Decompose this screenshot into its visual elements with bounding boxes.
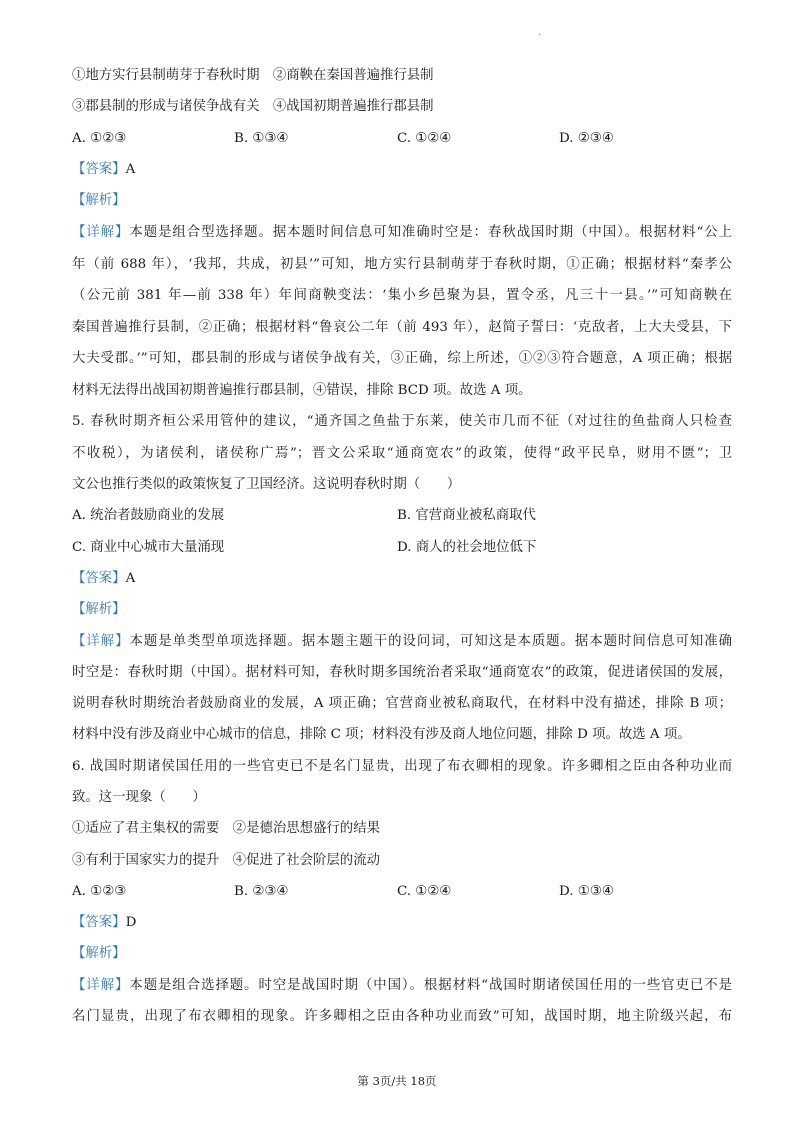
- q5-answer: [72, 569, 732, 589]
- q6-detail-line-1: [72, 976, 732, 996]
- q4-option-a: A. ①②③: [72, 131, 127, 146]
- q6-option-c: C. ①②④: [397, 884, 452, 899]
- answer-value: D: [125, 915, 137, 930]
- q6-option-a: A. ①②③: [72, 884, 127, 899]
- q6-stem-line-1: 6. 战国时期诸侯国任用的一些官吏已不是名门显贵，出现了布衣卿相的现象。许多卿相之臣由各种功业而: [72, 759, 732, 774]
- answer-tag: 【答案】: [72, 571, 126, 586]
- top-mark: ·: [538, 30, 542, 41]
- q6-analysis-tag: 【解析】: [72, 946, 126, 961]
- q5-option-b: B. 官营商业被私商取代: [397, 508, 536, 523]
- q6-option-d: D. ①③④: [559, 884, 614, 899]
- answer-tag: 【答案】: [72, 162, 126, 177]
- q4-detail-line-5: 大夫受郡。’”可知，郡县制的形成与诸侯争战有关，③正确，综上所述，①②③符合题意，A 项正确；根据: [72, 351, 732, 366]
- q6-choice-line-2: ③有利于国家实力的提升 ④促进了社会阶层的流动: [72, 853, 380, 868]
- q5-option-a: A. 统治者鼓励商业的发展: [72, 508, 225, 523]
- q6-option-b: B. ②③④: [234, 884, 289, 899]
- detail-tag: 【详解】: [72, 978, 130, 993]
- q4-option-d: D. ②③④: [559, 131, 614, 146]
- detail-text: 本题是组合型选择题。据本题时间信息可知准确时空是：春秋战国时期（中国）。根据材料“公上: [129, 225, 732, 240]
- q5-detail-line-2: 时空是：春秋时期（中国）。据材料可知，春秋时期多国统治者采取“通商宽农”的政策，促进诸侯国的发展，: [72, 665, 732, 680]
- q5-stem-line-1: 5. 春秋时期齐桓公采用管仲的建议，“通齐国之鱼盐于东莱，使关市几而不征（对过往的鱼盐商人只检查: [72, 414, 732, 429]
- detail-text: 本题是组合选择题。时空是战国时期（中国）。根据材料“战国时期诸侯国任用的一些官吏已不是: [129, 978, 732, 993]
- q4-analysis-tag: 【解析】: [72, 193, 126, 208]
- q5-stem-line-2: 不收税），为诸侯利，诸侯称广焉”；晋文公采取“通商宽农”的政策，使得“政平民阜，财用不匮”；卫: [72, 446, 732, 461]
- page-footer: 第 3页/共 18页: [357, 1074, 437, 1088]
- q4-choice-line-2: ③郡县制的形成与诸侯争战有关 ④战国初期普遍推行郡县制: [72, 99, 434, 114]
- detail-tag: 【详解】: [72, 634, 130, 649]
- q6-stem-line-2: 致。这一现象（ ）: [72, 790, 206, 805]
- q4-detail-line-2: 年（前 688 年），‘我邦，共成，初县’”可知，地方实行县制萌芽于春秋时期，①正确；根据材料“秦孝公: [72, 257, 732, 272]
- q5-detail-line-4: 材料中没有涉及商业中心城市的信息，排除 C 项；材料没有涉及商人地位问题，排除 D 项。故选 A 项。: [72, 727, 691, 742]
- q4-option-b: B. ①③④: [234, 131, 289, 146]
- q5-detail-line-3: 说明春秋时期统治者鼓励商业的发展，A 项正确；官营商业被私商取代，在材料中没有描述，排除 B 项；: [72, 696, 732, 711]
- q4-detail-line-6: 材料无法得出战国初期普遍推行郡县制，④错误，排除 BCD 项。故选 A 项。: [72, 383, 532, 398]
- q6-detail-line-2: 名门显贵，出现了布衣卿相的现象。许多卿相之臣由各种功业而致”可知，战国时期，地主阶级兴起，布: [72, 1009, 732, 1024]
- answer-tag: 【答案】: [72, 915, 126, 930]
- q4-detail-line-3: （公元前 381 年—前 338 年）年间商鞅变法：‘集小乡邑聚为县，置令丞，凡三十一县。’”可知商鞅在: [72, 288, 732, 303]
- q6-choice-line-1: ①适应了君主集权的需要 ②是德治思想盛行的结果: [72, 821, 380, 836]
- answer-value: A: [125, 162, 136, 177]
- q5-stem-line-3: 文公也推行类似的政策恢复了卫国经济。这说明春秋时期（ ）: [72, 477, 461, 492]
- detail-text: 本题是单类型单项选择题。据本题主题干的设问词，可知这是本质题。据本题时间信息可知准确: [129, 634, 732, 649]
- q4-detail-line-1: [72, 223, 732, 243]
- q5-detail-line-1: [72, 632, 732, 652]
- q5-option-d: D. 商人的社会地位低下: [397, 540, 537, 555]
- answer-value: A: [125, 571, 136, 586]
- detail-tag: 【详解】: [72, 225, 130, 240]
- q5-option-c: C. 商业中心城市大量涌现: [72, 540, 225, 555]
- q5-analysis-tag: 【解析】: [72, 602, 126, 617]
- q4-choice-line-1: ①地方实行县制萌芽于春秋时期 ②商鞅在秦国普遍推行县制: [72, 68, 434, 83]
- q4-answer: [72, 160, 732, 180]
- q4-option-c: C. ①②④: [397, 131, 452, 146]
- q6-answer: [72, 913, 732, 933]
- q4-detail-line-4: 秦国普遍推行县制，②正确；根据材料“鲁哀公二年（前 493 年），赵简子誓曰：‘克敌者，上大夫受县，下: [72, 320, 732, 335]
